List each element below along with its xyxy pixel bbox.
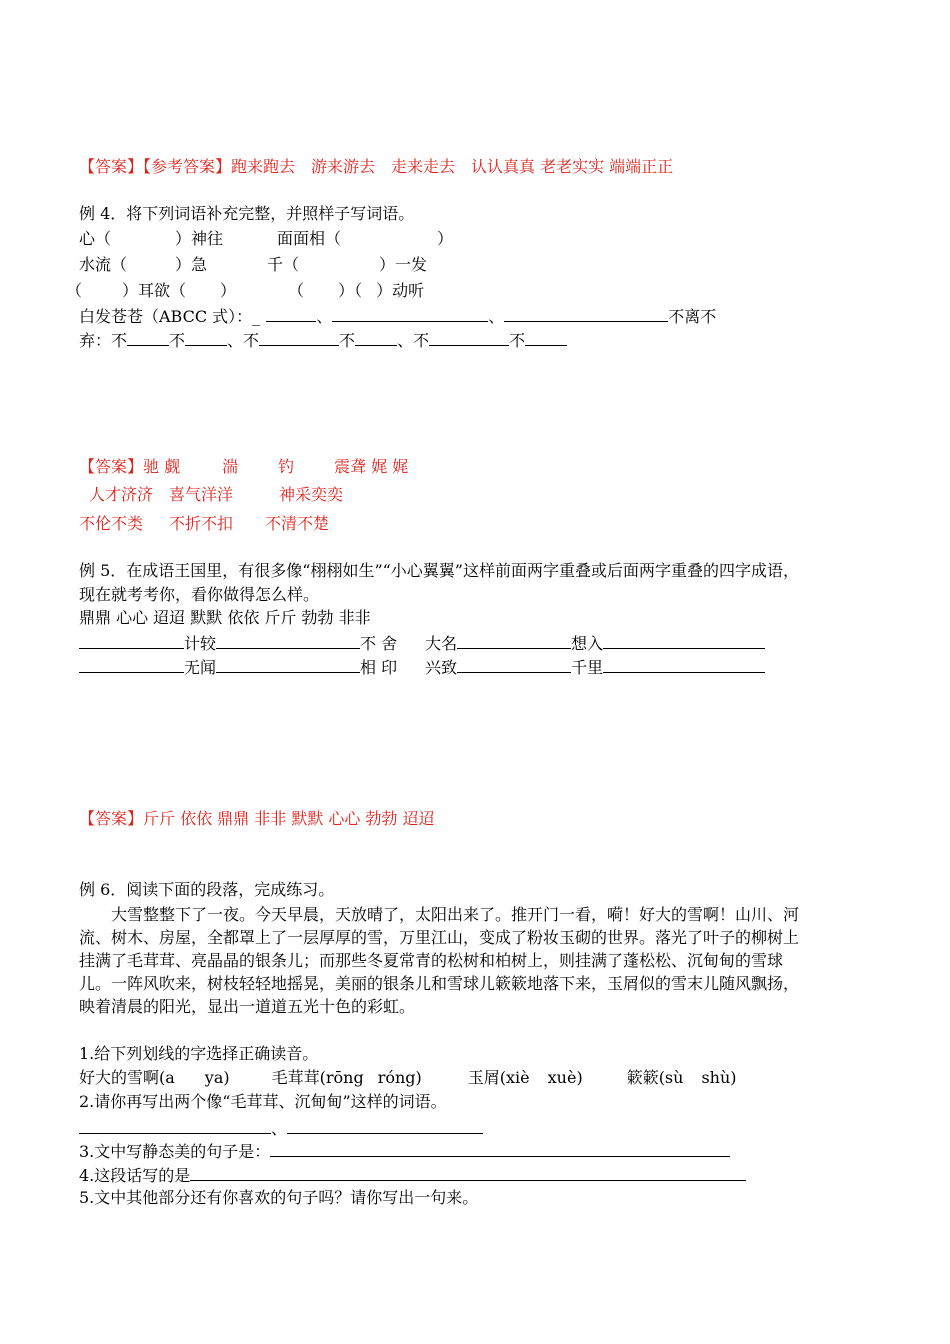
answer-blank[interactable]	[79, 1117, 271, 1134]
text: 不	[169, 331, 186, 350]
ex4-row1	[79, 229, 453, 249]
text: 、	[316, 307, 333, 326]
answer-2-line-1	[79, 457, 408, 477]
answer-2-line-2	[89, 485, 343, 505]
text: 震聋 娓 娓	[334, 457, 409, 476]
text: ）耳欲（	[122, 281, 187, 300]
answer-blank[interactable]	[259, 329, 339, 346]
answer-blank[interactable]	[266, 305, 316, 322]
ex4-title: 例 4．将下列词语补充完整，并照样子写词语。	[79, 204, 415, 223]
answer-blank[interactable]	[216, 656, 360, 673]
text: 不离不	[668, 307, 717, 326]
answer-blank[interactable]	[127, 329, 169, 346]
text: ）	[220, 281, 237, 300]
text: 毛茸茸(rōng	[271, 1068, 364, 1087]
ex4-row3	[66, 281, 424, 301]
text: ya)	[204, 1068, 230, 1087]
answer-blank[interactable]	[79, 632, 184, 649]
text: shù)	[701, 1068, 737, 1087]
text: 、	[271, 1119, 288, 1138]
answer-blank[interactable]	[525, 329, 567, 346]
text: ）	[437, 229, 454, 248]
answer-blank[interactable]	[287, 1117, 483, 1134]
text: 、不	[227, 331, 260, 350]
answer-blank[interactable]	[457, 632, 571, 649]
ex5-line-2: 现在就考考你，看你做得怎么样。	[79, 585, 320, 604]
text: 4.这段话写的是	[79, 1166, 191, 1185]
text: 不清不楚	[265, 514, 330, 533]
ex5-row1	[79, 632, 765, 654]
text: 想入	[571, 634, 604, 653]
ex6-q1: 1.给下列划线的字选择正确读音。	[79, 1044, 319, 1063]
text: 不 舍	[360, 634, 398, 653]
text: 神采奕奕	[279, 485, 344, 504]
answer-blank[interactable]	[603, 656, 765, 673]
ex6-q3	[79, 1140, 730, 1162]
answer-blank[interactable]	[79, 656, 184, 673]
ex5-line-1: 例 5．在成语王国里，有很多像“栩栩如生”“小心翼翼”这样前面两字重叠或后面两字重叠的四字成语，	[79, 561, 799, 580]
text: 好大的雪啊(a	[79, 1068, 175, 1087]
ex6-q2-answer	[79, 1117, 483, 1139]
text: 湍	[222, 457, 239, 476]
text: 不	[509, 331, 526, 350]
text: 玉屑(xiè	[467, 1068, 530, 1087]
ex4-row5	[79, 329, 567, 351]
answer-3: 【答案】斤斤 依依 鼎鼎 非非 默默 心心 勃勃 迢迢	[79, 809, 435, 828]
text: ）动听	[376, 281, 425, 300]
answer-blank[interactable]	[603, 632, 765, 649]
text: 不伦不类	[79, 514, 144, 533]
ex4-row4	[79, 305, 716, 327]
answer-blank[interactable]	[270, 1140, 730, 1157]
text: ）急	[175, 255, 208, 274]
ex5-word-bank: 鼎鼎 心心 迢迢 默默 依依 斤斤 勃勃 非非	[79, 608, 371, 627]
answer-2-line-3	[79, 514, 329, 534]
answer-blank[interactable]	[332, 305, 488, 322]
text: 兴致	[425, 658, 458, 677]
answer-blank[interactable]	[355, 329, 397, 346]
ex6-para-line: 映着清晨的阳光，显出一道道五光十色的彩虹。	[79, 997, 416, 1016]
text: 计较	[184, 634, 217, 653]
text: 白发苍苍（ABCC 式）：_	[79, 307, 261, 326]
text: 喜气洋洋	[169, 485, 234, 504]
text: （	[66, 281, 83, 300]
text: 【答案】驰 觑	[79, 457, 181, 476]
answer-blank[interactable]	[185, 329, 227, 346]
text: ）一发	[379, 255, 428, 274]
ex6-q5: 5.文中其他部分还有你喜欢的句子吗？请你写出一句来。	[79, 1188, 479, 1207]
text: 、不	[397, 331, 430, 350]
answer-blank[interactable]	[429, 329, 509, 346]
text: 簌簌(sù	[626, 1068, 684, 1087]
text: 、	[488, 307, 505, 326]
answer-blank[interactable]	[457, 656, 571, 673]
ex6-title: 例 6．阅读下面的段落，完成练习。	[79, 880, 335, 899]
text: 千里	[571, 658, 604, 677]
ex4-row2	[79, 255, 427, 275]
ex6-q1-options	[79, 1068, 737, 1088]
text: ）神往	[175, 229, 224, 248]
text: xuè)	[547, 1068, 583, 1087]
text: 面面相（	[277, 229, 342, 248]
ex6-para-line: 流、树木、房屋，全都罩上了一层厚厚的雪，万里江山，变成了粉妆玉砌的世界。落光了叶子的柳树上	[79, 928, 800, 947]
ex6-para-line: 大雪整整下了一夜。今天早晨，天放晴了，太阳出来了。推开门一看，嗬！好大的雪啊！山川、河	[111, 905, 800, 924]
ex5-row2	[79, 656, 765, 678]
ex6-para-line: 儿。一阵风吹来，树枝轻轻地摇晃，美丽的银条儿和雪球儿簌簌地落下来，玉屑似的雪末儿随风飘扬，	[79, 974, 800, 993]
text: róng)	[377, 1068, 422, 1087]
answer-1: 【答案】【参考答案】跑来跑去 游来游去 走来走去 认认真真 老老实实 端端正正	[79, 157, 674, 176]
text: 大名	[425, 634, 458, 653]
ex6-q2: 2.请你再写出两个像“毛茸茸、沉甸甸”这样的词语。	[79, 1092, 447, 1111]
answer-blank[interactable]	[190, 1164, 746, 1181]
text: 无闻	[184, 658, 217, 677]
text: 弃：不	[79, 331, 128, 350]
text: （	[288, 281, 305, 300]
answer-blank[interactable]	[504, 305, 668, 322]
ex6-para-line: 挂满了毛茸茸、亮晶晶的银条儿；而那些冬夏常青的松树和柏树上，则挂满了蓬松松、沉甸甸的雪球	[79, 951, 784, 970]
text: 不	[339, 331, 356, 350]
text: 不折不扣	[169, 514, 234, 533]
answer-blank[interactable]	[216, 632, 360, 649]
text: ）（	[338, 281, 363, 300]
text: 人才济济	[89, 485, 154, 504]
ex6-q4	[79, 1164, 746, 1186]
text: 钓	[278, 457, 295, 476]
text: 心（	[79, 229, 112, 248]
text: 水流（	[79, 255, 128, 274]
text: 相 印	[360, 658, 398, 677]
text: 千（	[267, 255, 300, 274]
text: 3.文中写静态美的句子是：	[79, 1142, 271, 1161]
